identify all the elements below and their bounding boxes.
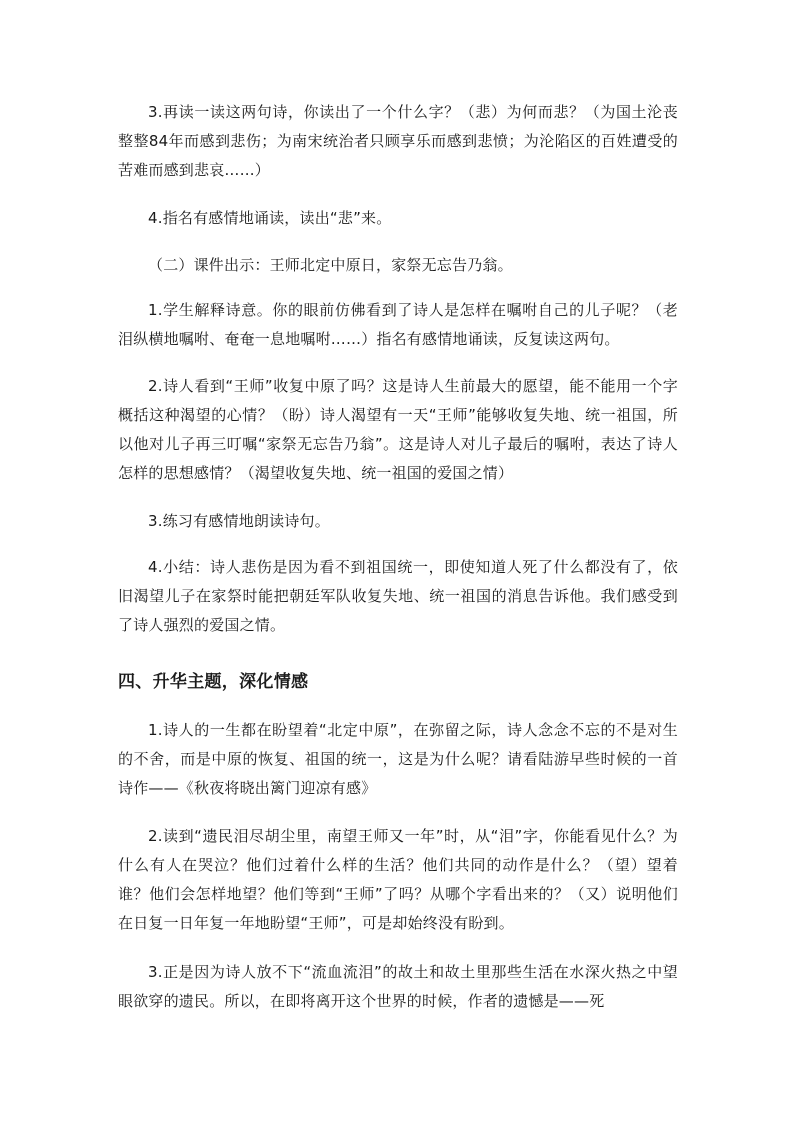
- section-heading: 四、升华主题，深化情感: [118, 672, 309, 692]
- paragraph-explain-verse: 1.学生解释诗意。你的眼前仿佛看到了诗人是怎样在嘱咐自己的儿子呢？（老泪纵横地嘱咐、奄奄一息地嘱咐……）指名有感情地诵读，反复读这两句。: [118, 301, 678, 348]
- paragraph-practice-reading: 3.练习有感情地朗读诗句。: [148, 512, 330, 530]
- paragraph-reread-sorrow: 3.再读一读这两句诗，你读出了一个什么字？（悲）为何而悲？（为国土沦丧整整84年而感到悲伤；为南宋统治者只顾享乐而感到悲愤；为沦陷区的百姓遭受的苦难而感到悲哀……）: [118, 103, 678, 179]
- paragraph-poet-lifelong-hope: 1.诗人的一生都在盼望着“北定中原”，在弥留之际，诗人念念不忘的不是对生的不舍，而是中原的恢复、祖国的统一，这是为什么呢？请看陆游早些时候的一首诗作——《秋夜将晓出篱门迎凉有感》: [118, 721, 678, 797]
- paragraph-remnant-tears: 2.读到“遗民泪尽胡尘里，南望王师又一年”时，从“泪”字，你能看见什么？为什么有人在哭泣？他们过着什么样的生活？他们共同的动作是什么？（望）望着谁？他们会怎样地望？他们等到“王师”了吗？从哪个字看出来的？（又）说明他们在日复一日年复一年地盼望“王师”，可是却始终没有盼到。: [118, 827, 678, 932]
- paragraph-royal-army: 2.诗人看到“王师”收复中原了吗？这是诗人生前最大的愿望，能不能用一个字概括这种渴望的心情？（盼）诗人渴望有一天“王师”能够收复失地、统一祖国，所以他对儿子再三叮嘱“家祭无忘告乃翁”。这是诗人对儿子最后的嘱咐，表达了诗人怎样的思想感情？（渴望收复失地、统一祖国的爱国之情）: [118, 377, 678, 482]
- paragraph-courseware-verse: （二）课件出示：王师北定中原日，家祭无忘告乃翁。: [148, 256, 513, 274]
- paragraph-homeland-regret: 3.正是因为诗人放不下“流血流泪”的故土和故土里那些生活在水深火热之中望眼欲穿的遗民。所以，在即将离开这个世界的时候，作者的遗憾是——死: [118, 963, 678, 1010]
- paragraph-summary: 4.小结：诗人悲伤是因为看不到祖国统一，即使知道人死了什么都没有了，依旧渴望儿子在家祭时能把朝廷军队收复失地、统一祖国的消息告诉他。我们感受到了诗人强烈的爱国之情。: [118, 558, 678, 634]
- paragraph-recite-sorrow: 4.指名有感情地诵读，读出“悲”来。: [148, 209, 392, 227]
